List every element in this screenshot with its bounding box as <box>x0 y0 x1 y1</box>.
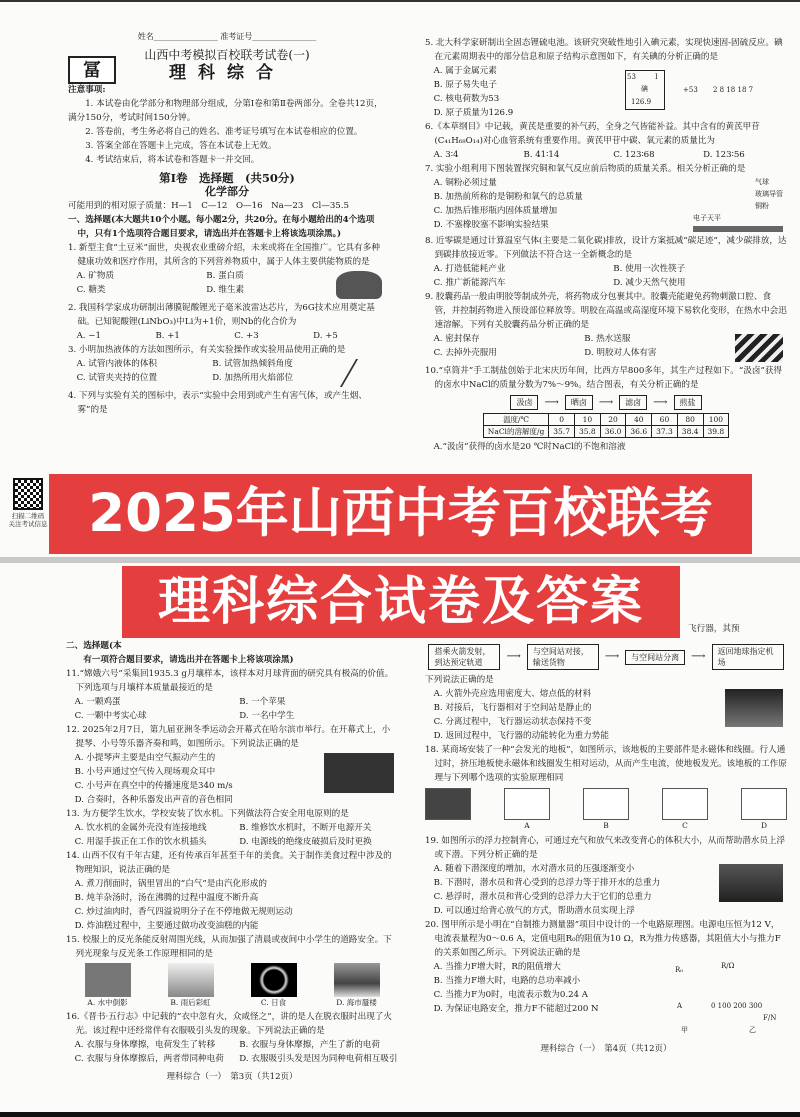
figure-label: 乙 <box>749 1026 756 1034</box>
figure-label: 气球 <box>755 178 769 186</box>
question-stem: 11.“嫦娥六号”采集回1935.3 g月壤样本，该样本对月球背面的研究具有极高的价值。下列选项与月壤样本质量最接近的是 <box>66 669 394 693</box>
answer-option[interactable]: A. 试管内液体的体积 <box>76 359 158 369</box>
question-list <box>425 644 787 1038</box>
shuttle-figure <box>725 689 783 727</box>
question <box>66 667 398 723</box>
flow-step: 与空间站分离 <box>625 650 685 665</box>
question <box>425 364 787 454</box>
process-flow <box>425 644 787 670</box>
notice-item: 3. 答案全部在答题卡上完成，答在本试卷上无效。 <box>85 141 277 151</box>
answer-option[interactable]: B. 当推力F增大时，电路的总功率减小 <box>433 976 581 986</box>
answer-option[interactable]: B. 衣服与身体摩擦，产生了新的电荷 <box>239 1040 380 1050</box>
question <box>425 234 787 290</box>
question <box>66 933 398 1008</box>
question <box>425 673 787 743</box>
question <box>68 301 386 343</box>
answer-option[interactable]: D. 加热所用火焰部位 <box>212 373 294 383</box>
answer-option[interactable]: A. 当推力F增大时，R的阻值增大 <box>433 962 561 972</box>
answer-option[interactable]: B. 一个苹果 <box>239 697 286 707</box>
figure-label: 126.9 <box>631 98 652 106</box>
qr-caption-line: 扫描二维码 <box>11 512 45 520</box>
food-figure <box>336 271 382 299</box>
flow-step: 搭乘火箭发射，到达预定轨道 <box>428 644 500 670</box>
floor-photo <box>425 788 471 820</box>
question <box>66 723 398 807</box>
question <box>425 36 787 120</box>
section-title-partial: 二、选择题(本 <box>66 641 122 651</box>
question-list <box>425 36 787 454</box>
picture-caption: A. 水中倒影 <box>87 998 128 1007</box>
question <box>425 743 787 831</box>
section-instructions: 有一项符合题目要求，请选出并在答题卡上将该项涂黑) <box>83 655 294 665</box>
page-footer: 理科综合（一） 第3页（共12页） <box>166 1072 298 1082</box>
picture-caption: C. 日食 <box>260 998 287 1007</box>
answer-options <box>68 269 330 297</box>
question <box>66 1010 398 1066</box>
answer-option[interactable]: A. 3∶4 <box>433 150 459 160</box>
arrow-icon: ⟶ <box>604 651 620 662</box>
qr-caption <box>2 512 54 528</box>
answer-option[interactable]: A. 密封保存 <box>433 334 480 344</box>
question-stem: 16.《晋书·五行志》中记载的“衣中忽有火，众咸怪之”，讲的是人在脱衣服时出现了火光。该过程中还经常伴有衣服吸引头发的现象。下列说法正确的是 <box>66 1012 392 1036</box>
subject-title: 理科综合 <box>169 63 285 83</box>
answer-option[interactable]: D. 合奏时，各种乐器发出声音的音色相同 <box>74 795 233 805</box>
picture-option <box>334 963 380 1008</box>
picture-caption: D. 海市蜃楼 <box>336 998 377 1007</box>
answer-options <box>66 1038 398 1066</box>
page-4-column <box>425 641 787 1112</box>
picture-option <box>85 963 131 1008</box>
answer-option[interactable]: D. 明胶对人体有害 <box>584 348 657 358</box>
answer-option[interactable]: B. 41∶14 <box>523 150 560 160</box>
figure-label: +53 <box>683 86 698 94</box>
diagram-options <box>425 788 787 831</box>
exam-title: 山西中考模拟百校联考试卷(一) <box>144 48 310 62</box>
table-cell: 36.0 <box>600 426 626 438</box>
figure-label: R₀ <box>675 966 684 974</box>
answer-option[interactable]: C. 一颗中考实心球 <box>74 711 147 721</box>
answer-option[interactable]: A. 矿物质 <box>76 271 115 281</box>
answer-option[interactable]: B. 下潜时，潜水员和背心受到的总浮力等于排开水的总重力 <box>433 878 661 888</box>
diagram-caption: D <box>760 821 767 830</box>
question <box>425 120 787 162</box>
diagram-caption: B <box>603 821 609 830</box>
answer-option[interactable]: D. 电源线的绝缘皮破损后及时更换 <box>239 837 372 847</box>
flow-step: 与空间站对接，输送货物 <box>527 644 599 670</box>
balance-figure <box>693 178 783 232</box>
page-footer: 理科综合（一） 第4页（共12页） <box>540 1044 672 1054</box>
diagram-option <box>741 788 787 831</box>
diagram-option <box>504 788 550 831</box>
figure-label: 玻璃导管 <box>755 190 783 198</box>
table-cell: 35.8 <box>574 426 600 438</box>
table-cell: 39.8 <box>703 426 729 438</box>
question-stem: 15. 校服上的反光条能反射周围光线，从而加强了清晨或夜间中小学生的道路安全。下列光现象与反光条工作原理相同的是 <box>66 935 392 959</box>
question <box>425 644 787 670</box>
answer-option[interactable]: C. +3 <box>234 331 259 341</box>
table-cell: 温度/℃ <box>483 414 549 426</box>
answer-option[interactable]: A. 火箭外壳应选用密度大、熔点低的材料 <box>433 689 592 699</box>
answer-option[interactable]: C. 123∶68 <box>613 150 655 160</box>
figure-label: A <box>677 1002 683 1010</box>
question <box>425 162 787 234</box>
answer-option[interactable]: C. 当推力F为0时，电流表示数为0.24 A <box>433 990 588 1000</box>
answer-options <box>425 148 787 162</box>
answer-option[interactable]: D. 一名中学生 <box>239 711 295 721</box>
diagram-caption: A <box>524 821 530 830</box>
part-title: 第Ⅰ卷 选择题 (共50分) <box>159 171 295 185</box>
flow-step: 煎盐 <box>674 395 702 410</box>
table-cell: 0 <box>549 414 575 426</box>
answer-option[interactable]: D. 返回过程中，飞行器的动能转化为重力势能 <box>433 731 609 741</box>
question-stem: 10.“卓筒井”手工制盐创始于北宋庆历年间，比西方早800多年，其生产过程如下。“汲卤”获得的卤水中NaCl的质量分数为7%～9%。结合图表，有关分析正确的是 <box>425 366 783 390</box>
answer-option[interactable]: C. 糖类 <box>76 285 106 295</box>
table-cell: 100 <box>703 414 729 426</box>
table-row <box>483 426 728 438</box>
figure-label: 53 <box>627 73 636 81</box>
question-stem: 2. 我国科学家成功研制出薄膜铌酸锂光子毫米波雷达芯片，为6G技术应用奠定基础。已知铌酸锂(LiNbO₃)中Li为+1价，则Nb的化合价为 <box>68 303 375 327</box>
section-instructions: 一、选择题(本大题共10个小题。每小题2分，共20分。在每小题给出的4个选项中，只有1个选项符合题目要求，请选出并在答题卡上将该选项涂黑。) <box>68 215 375 239</box>
concert-figure <box>324 753 394 793</box>
answer-option[interactable]: B. 试管加热倾斜角度 <box>212 359 293 369</box>
answer-option[interactable]: A.“汲卤”获得的卤水是20 ℃时NaCl的不饱和溶液 <box>433 442 626 452</box>
question <box>425 834 787 918</box>
question-stem: 7. 实验小组利用下图装置探究铜和氧气反应前后物质的质量关系。相关分析正确的是 <box>425 164 746 174</box>
answer-options <box>425 332 729 360</box>
question-stem: 6.《本草纲目》中记载，黄芪是重要的补气药，全身之气皆能补益。其中含有的黄芪甲苷(C₄₁H₆₈O₁₄)对心血管系统有重要作用。黄芪甲苷中碳、氧元素的质量比为 <box>425 122 760 146</box>
figure-label: F/N <box>763 1014 777 1022</box>
table-cell: 60 <box>652 414 678 426</box>
experiment-diagram <box>504 788 550 820</box>
flow-step: 滤卤 <box>619 395 647 410</box>
picture-caption: B. 雨后彩虹 <box>170 998 211 1007</box>
question <box>68 241 386 301</box>
answer-option[interactable]: B. 热水送服 <box>584 334 631 344</box>
answer-option[interactable]: C. 分离过程中，飞行器运动状态保持不变 <box>433 717 592 727</box>
answer-option[interactable]: B. 加热前所称的是铜粉和氧气的总质量 <box>433 192 583 202</box>
answer-option[interactable]: A. 打造低能耗产业 <box>433 264 506 274</box>
answer-option[interactable]: B. 原子易失电子 <box>433 80 497 90</box>
table-cell: 20 <box>600 414 626 426</box>
table-cell: 10 <box>574 414 600 426</box>
answer-option[interactable]: A. 铜粉必须过量 <box>433 178 497 188</box>
arrow-icon: ⟶ <box>653 396 668 408</box>
answer-option[interactable]: D. 减少天然气使用 <box>613 278 686 288</box>
table-cell: 37.3 <box>652 426 678 438</box>
answer-option[interactable]: C. 试管夹夹持的位置 <box>76 373 158 383</box>
capsule-figure <box>735 334 783 362</box>
question <box>66 807 398 849</box>
subtitle-banner: 理科综合试卷及答案 <box>122 566 680 638</box>
answer-option[interactable]: B. 对接后，飞行器相对于空间站是静止的 <box>433 703 592 713</box>
question-stem: 12. 2025年2月7日，第九届亚洲冬季运动会开幕式在哈尔滨市举行。在开幕式上，小提琴、小号等乐器齐奏和鸣，如图所示。下列说法正确的是 <box>66 725 391 749</box>
table-cell: NaCl的溶解度/g <box>483 426 549 438</box>
page-3-column <box>66 639 398 1112</box>
answer-options <box>425 862 713 918</box>
solubility-table <box>483 413 729 438</box>
answer-options <box>66 821 398 849</box>
answer-option[interactable]: D. 炸油糕过程中，主要通过做功改变油糕的内能 <box>74 921 259 931</box>
answer-option[interactable]: D. +5 <box>313 331 338 341</box>
diver-figure <box>719 864 783 902</box>
answer-option[interactable]: A. 属于金属元素 <box>433 66 497 76</box>
answer-option[interactable]: A. −1 <box>76 331 101 341</box>
answer-option[interactable]: C. 推广新能源汽车 <box>433 278 506 288</box>
answer-option[interactable]: B. +1 <box>155 331 180 341</box>
answer-option[interactable]: A. 煮刀削面时，锅里冒出的“白气”是由汽化形成的 <box>74 879 267 889</box>
answer-option[interactable]: B. 蛋白质 <box>206 271 244 281</box>
figure-label: R/Ω <box>721 962 735 970</box>
answer-option[interactable]: B. 使用一次性筷子 <box>613 264 686 274</box>
table-cell: 35.7 <box>549 426 575 438</box>
diagram-caption: C <box>682 821 688 830</box>
question-stem: 18. 某商场安装了一种“会发光的地板”，如图所示，该地板的主要部件是永磁体和线圈。行人通过时，挤压地板使永磁体和线圈发生相对运动，从而产生电流，使地板发光。该地板的工作原理与下列哪个选项的实验原理相同 <box>425 745 787 783</box>
exam-page-3-4 <box>0 563 800 1112</box>
figure-label: 甲 <box>681 1026 688 1034</box>
figure-label: 0 100 200 300 <box>711 1002 763 1010</box>
answer-option[interactable]: D. 可以通过给背心放气的方式，帮助潜水员实现上浮 <box>433 906 635 916</box>
qr-code[interactable] <box>13 478 43 510</box>
figure-label: I <box>655 73 658 81</box>
picture-options <box>66 963 398 1008</box>
chemistry-title: 化学部分 <box>205 185 249 198</box>
question <box>66 849 398 933</box>
answer-option[interactable]: C. 用湿手拔正在工作的饮水机插头 <box>74 837 207 847</box>
circuit-figure <box>651 962 783 1036</box>
answer-options <box>66 695 398 723</box>
table-row <box>483 414 728 426</box>
question-stem: 19. 如图所示的浮力控制背心，可通过充气和放气来改变背心的体积大小，从而帮助潜水员上浮或下潜。下列分析正确的是 <box>425 836 786 860</box>
figure-label: 2 8 18 18 7 <box>713 86 754 94</box>
flow-step: 返回地球指定机场 <box>712 644 784 670</box>
answer-option[interactable]: D. 维生素 <box>206 285 245 295</box>
answer-option[interactable]: B. 维修饮水机时，不断开电源开关 <box>239 823 372 833</box>
burner-figure <box>340 359 386 387</box>
picture-option <box>251 963 297 1008</box>
answer-option[interactable]: A. 小提琴声主要是由空气振动产生的 <box>74 753 216 763</box>
question-stem: 5. 北大科学家研制出全固态锂硫电池。该研究突破性地引入碘元素，实现快速固-固硫反应。碘在元素周期表中的部分信息和原子结构示意图如下，有关碘的分析正确的是 <box>425 38 783 62</box>
answer-option[interactable]: C. 小号声在真空中的传播速度是340 m/s <box>74 781 233 791</box>
question-stem: 3. 小明加热液体的方法如图所示，有关实验操作或实验用品使用正确的是 <box>68 345 346 355</box>
arrow-icon: ⟶ <box>691 651 706 662</box>
notice-list <box>68 97 386 167</box>
qr-caption-line: 关注考试信息 <box>8 520 48 528</box>
diagram-option <box>425 788 471 831</box>
table-cell: 38.4 <box>677 426 703 438</box>
answer-option[interactable]: D. 为保证电路安全，推力F不能超过200 N <box>433 1004 599 1014</box>
answer-option[interactable]: C. 衣服与身体摩擦后，两者带同种电荷 <box>74 1054 224 1064</box>
table-cell: 40 <box>626 414 652 426</box>
question-stem: 4. 下列与实验有关的图标中，表示“实验中会用到或产生有害气体，或产生烟、雾”的是 <box>68 391 367 415</box>
question-stem: 1. 新型主食“土豆米”面世，央视农业重磅介绍，未来或将在全国推广。它具有多种健康功效和医疗作用，其所含的下列营养物质中，属于人体主要供能物质的是 <box>68 243 380 267</box>
answer-options <box>68 357 342 385</box>
answer-option[interactable]: C. 悬浮时，潜水员和背心受到的总浮力大于它们的总重力 <box>433 892 652 902</box>
figure-label: 碘 <box>641 85 648 93</box>
flow-step: 晒卤 <box>565 395 593 410</box>
answer-option[interactable]: A. 一颗鸡蛋 <box>74 697 121 707</box>
question-list <box>68 241 386 417</box>
answer-option[interactable]: B. 炖羊杂汤时，汤在沸腾的过程中温度不断升高 <box>74 893 259 903</box>
question-stem: 9. 胶囊药品一般由明胶等制成外壳，将药物成分包裹其中。胶囊壳能避免药物刺激口腔、食管，并控制药物进入预设部位释放等。明胶在高温或高湿度环境下易软化变形，在热水中会迅速溶解。下列有关胶囊药品分析正确的是 <box>425 292 787 330</box>
question-stem: 下列说法正确的是 <box>425 675 494 685</box>
experiment-diagram <box>583 788 629 820</box>
figure-label: 电子天平 <box>693 214 721 222</box>
answer-option[interactable]: C. 炒过油肉时，香气四溢说明分子在不停地做无规则运动 <box>74 907 293 917</box>
option-image <box>334 963 380 997</box>
arrow-icon: ⟶ <box>506 651 521 662</box>
diagram-option <box>583 788 629 831</box>
notice-item: 1. 本试卷由化学部分和物理部分组成，分第Ⅰ卷和第Ⅱ卷两部分。全卷共12页，满分150分，考试时间150分钟。 <box>68 99 383 123</box>
question-stem: 8. 近零碳是通过计算温室气体(主要是二氧化碳)排放，设计方案抵减“碳足迹”，减少碳排放，达到碳排放接近零。下列做法不符合这一全新概念的是 <box>425 236 787 260</box>
publisher-logo: 冨 <box>68 56 116 84</box>
arrow-icon: ⟶ <box>544 396 559 408</box>
element-figure <box>623 66 783 116</box>
partial-question-text: 飞行器，其预 <box>688 624 740 634</box>
question <box>425 290 787 364</box>
notice-item: 4. 考试结束后，将本试卷和答题卡一并交回。 <box>85 155 260 165</box>
question <box>68 389 386 417</box>
answer-option[interactable]: B. 小号声通过空气传入现场观众耳中 <box>74 767 216 777</box>
title-banner: 2025年山西中考百校联考 <box>49 474 752 554</box>
answer-option[interactable]: D. 123∶56 <box>703 150 745 160</box>
question <box>68 343 386 389</box>
question <box>425 918 787 1038</box>
answer-option[interactable]: D. 原子质量为126.9 <box>433 108 514 118</box>
answer-options <box>66 751 318 807</box>
answer-option[interactable]: C. 加热后锥形瓶内固体质量增加 <box>433 206 558 216</box>
answer-option[interactable]: D. 不塞橡胶塞不影响实验结果 <box>433 220 549 230</box>
atomic-masses: 可能用到的相对原子质量：H—1 C—12 O—16 Na—23 Cl—35.5 <box>68 201 349 211</box>
answer-option[interactable]: D. 衣服吸引头发是因为同种电荷相互吸引 <box>239 1054 398 1064</box>
table-cell: 80 <box>677 414 703 426</box>
answer-option[interactable]: C. 核电荷数为53 <box>433 94 500 104</box>
answer-options <box>425 64 617 120</box>
answer-options <box>425 960 645 1016</box>
name-and-id-fields: 姓名________________ 准考证号________________ <box>137 32 317 41</box>
question-stem: 13. 为方便学生饮水，学校安装了饮水机。下列做法符合安全用电原则的是 <box>66 809 349 819</box>
table-cell: 36.6 <box>626 426 652 438</box>
question-stem: 20. 图甲所示是小明在“自制推力测量器”项目中设计的一个电路原理图。电源电压恒为12 V，电流表量程为0～0.6 A，定值电阻R₀的阻值为10 Ω，R为推力传感器，其阻值大小与推力F的关系如图乙所示。下列说法正确的是 <box>425 920 781 958</box>
experiment-diagram <box>741 788 787 820</box>
option-image <box>85 963 131 997</box>
option-image <box>251 963 297 997</box>
answer-options <box>425 687 719 743</box>
answer-option[interactable]: A. 随着下潜深度的增加，水对潜水员的压强逐渐变小 <box>433 864 635 874</box>
diagram-option <box>662 788 708 831</box>
answer-option[interactable]: A. 饮水机的金属外壳没有连接地线 <box>74 823 207 833</box>
answer-options <box>68 329 386 343</box>
question-stem: 14. 山西不仅有千年古建，还有传承百年甚至千年的美食。关于制作美食过程中涉及的物理知识，说法正确的是 <box>66 851 392 875</box>
answer-options <box>425 176 687 232</box>
process-flow <box>425 395 787 410</box>
answer-option[interactable]: C. 去掉外壳服用 <box>433 348 497 358</box>
answer-options <box>425 440 787 454</box>
bottom-edge <box>0 1112 800 1117</box>
notice-item: 2. 答卷前，考生务必将自己的姓名、准考证号填写在本试卷相应的位置。 <box>85 127 363 137</box>
option-image <box>168 963 214 997</box>
flow-step: 汲卤 <box>510 395 538 410</box>
arrow-icon: ⟶ <box>598 396 614 408</box>
answer-options <box>66 877 398 933</box>
notice-title: 注意事项: <box>68 85 106 95</box>
figure-label: 铜粉 <box>755 202 769 210</box>
picture-option <box>168 963 214 1008</box>
question-list <box>66 667 398 1066</box>
answer-option[interactable]: A. 衣服与身体摩擦，电荷发生了转移 <box>74 1040 216 1050</box>
answer-options <box>425 262 787 290</box>
experiment-diagram <box>662 788 708 820</box>
